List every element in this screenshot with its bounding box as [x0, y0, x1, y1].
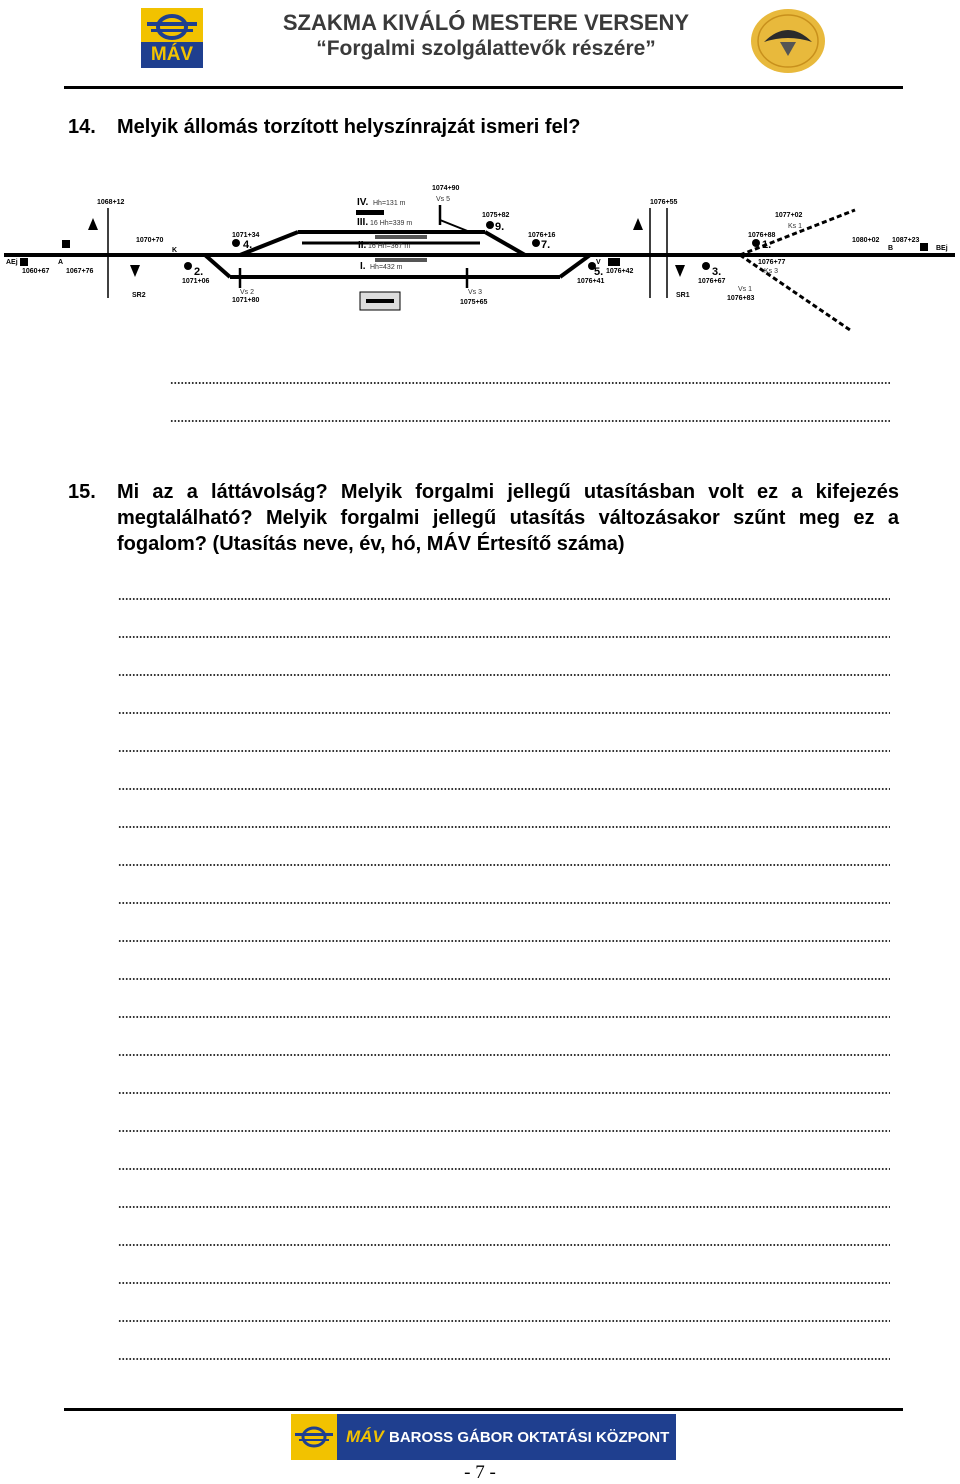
answer-line[interactable] [118, 1243, 890, 1247]
km-label: 1070+70 [136, 237, 164, 244]
km-label: 1087+23 [892, 237, 920, 244]
signal-label: A [58, 259, 64, 266]
km-label: 1067+76 [66, 268, 94, 275]
signal-label: SR1 [676, 292, 690, 299]
signal-label: Ks 3 [764, 268, 779, 275]
km-label: 1075+82 [482, 212, 510, 219]
answer-line[interactable] [118, 1053, 890, 1057]
answer-line[interactable] [118, 1319, 890, 1323]
answer-line[interactable] [118, 901, 890, 905]
question-15 [0, 479, 960, 559]
page-number: - 7 - [464, 1462, 496, 1483]
answer-line[interactable] [118, 939, 890, 943]
mav-emblem-icon [141, 10, 203, 44]
header-subtitle: “Forgalmi szolgálattevők részére” [316, 37, 656, 60]
competition-seal [750, 8, 826, 74]
km-label: 1076+67 [698, 278, 726, 285]
footer-rule [64, 1408, 903, 1411]
track-number: I. [360, 261, 366, 272]
answer-line[interactable] [118, 1281, 890, 1285]
answer-line[interactable] [118, 597, 890, 601]
answer-line[interactable] [118, 1167, 890, 1171]
km-label: 1080+02 [852, 237, 880, 244]
signal-label: K [172, 247, 178, 254]
signal-label: Vs 1 [738, 286, 753, 293]
question-text: Melyik állomás torzított helyszínrajzát ismeri fel? [117, 116, 581, 138]
station-track-diagram [0, 180, 960, 340]
signal-label: AEj [6, 259, 18, 266]
answer-line[interactable] [118, 1357, 890, 1361]
answer-line[interactable] [118, 673, 890, 677]
answer-line[interactable] [118, 977, 890, 981]
answer-line[interactable] [118, 1091, 890, 1095]
switch-number: 5. [594, 266, 604, 278]
km-label: 1060+67 [22, 268, 50, 275]
km-label: 1076+16 [528, 232, 556, 239]
track-number: III. [357, 217, 369, 228]
header-rule [64, 86, 903, 89]
km-label: 1068+12 [97, 199, 125, 206]
switch-number: 7. [541, 239, 551, 251]
km-label: 1076+83 [727, 295, 755, 302]
track-number: IV. [357, 197, 369, 208]
km-label: 1076+41 [577, 278, 605, 285]
km-label: 1071+34 [232, 232, 260, 239]
signal-label: Ks 1 [788, 223, 803, 230]
switch-number: 3. [712, 266, 722, 278]
km-label: 1076+55 [650, 199, 678, 206]
track-length: 16 Hh=339 m [370, 220, 413, 227]
question-number: 14. [68, 116, 96, 138]
track-length: Hh=131 m [373, 200, 406, 207]
signal-label: Vs 3 [468, 289, 483, 296]
km-label: 1077+02 [775, 212, 803, 219]
track-length: Hh=432 m [370, 264, 403, 271]
seal-emblem-icon [750, 8, 826, 74]
mav-logo-text: MÁV [141, 42, 203, 68]
km-label: 1074+90 [432, 185, 460, 192]
answer-line[interactable] [118, 825, 890, 829]
footer-logo-block [291, 1414, 337, 1460]
signal-label: BEj [936, 245, 948, 252]
answer-line[interactable] [118, 787, 890, 791]
signal-label: Vs 2 [240, 289, 255, 296]
mav-emblem-icon [291, 1414, 337, 1460]
question-14 [0, 114, 960, 140]
answer-line[interactable] [118, 1205, 890, 1209]
answer-line[interactable] [118, 1015, 890, 1019]
signal-label: B [888, 245, 894, 252]
mav-logo [141, 8, 203, 68]
switch-number: 1. [762, 239, 772, 251]
question-text: Mi az a láttávolság? Melyik forgalmi jellegű utasításban volt ez a kifejezés megtalálható? Melyik forgalmi jellegű utasítás változásakor szűnt meg ez a fogalom? (Utasítás neve, év, hó, MÁV Értesítő száma) [117, 481, 899, 555]
footer-org-name: BAROSS GÁBOR OKTATÁSI KÖZPONT [389, 1429, 670, 1446]
km-label: 1071+80 [232, 297, 260, 304]
header-title: SZAKMA KIVÁLÓ MESTERE VERSENY [282, 10, 690, 35]
answer-line[interactable] [118, 749, 890, 753]
question-number: 15. [68, 481, 96, 503]
answer-line[interactable] [170, 419, 890, 423]
switch-number: 4. [243, 239, 253, 251]
answer-line[interactable] [118, 863, 890, 867]
signal-label: V [596, 259, 601, 266]
answer-line[interactable] [118, 635, 890, 639]
footer-logo-text: MÁV [346, 1427, 384, 1446]
answer-line[interactable] [118, 1129, 890, 1133]
km-label: 1076+77 [758, 259, 786, 266]
km-label: 1076+42 [606, 268, 634, 275]
km-label: 1075+65 [460, 299, 488, 306]
track-length: 16 Hh=367 m [368, 243, 411, 250]
track-number: II. [358, 240, 367, 251]
km-label: 1071+06 [182, 278, 210, 285]
footer-banner [291, 1414, 676, 1460]
answer-line[interactable] [118, 711, 890, 715]
answer-line[interactable] [170, 381, 890, 385]
km-label: 1076+88 [748, 232, 776, 239]
switch-number: 9. [495, 221, 505, 233]
signal-label: SR2 [132, 292, 146, 299]
signal-label: Vs 5 [436, 196, 451, 203]
switch-number: 2. [194, 266, 204, 278]
